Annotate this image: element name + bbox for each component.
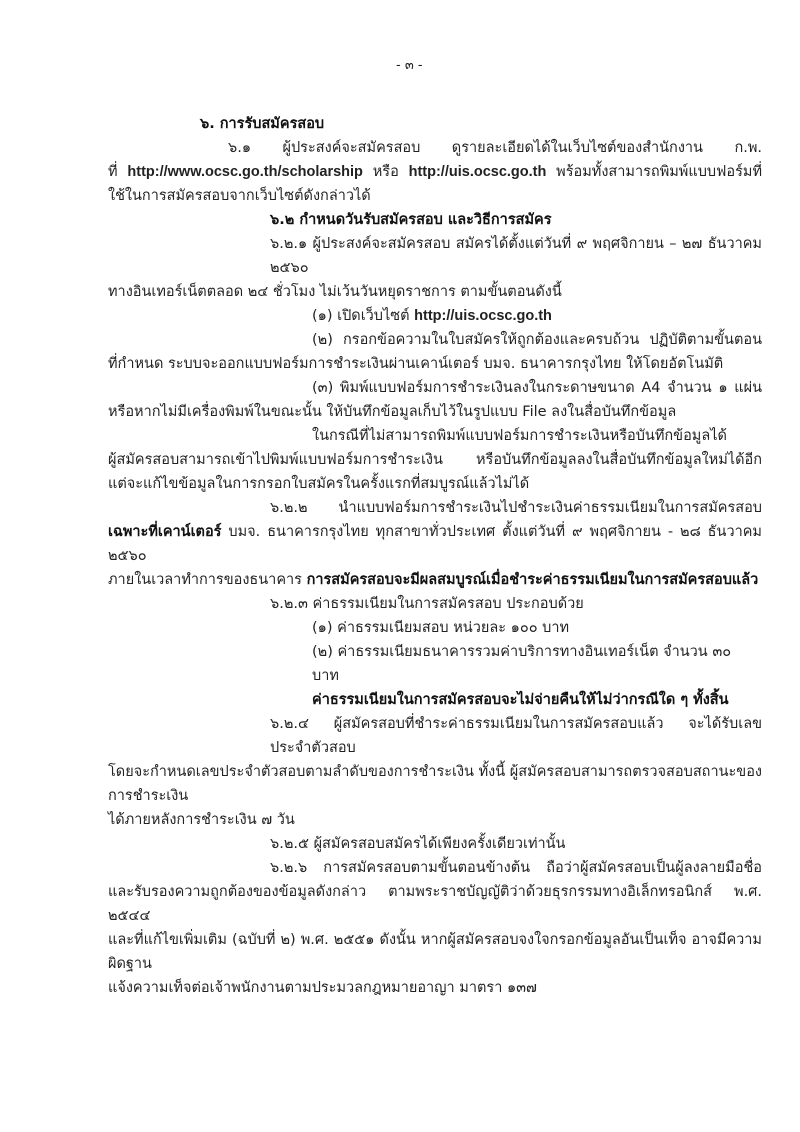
text-segment: (๒) กรอกข้อความในใบสมัครให้ถูกต้องและครบถ้วน ปฏิบัติตามขั้นตอน bbox=[312, 332, 762, 348]
text-segment: และที่แก้ไขเพิ่มเติม (ฉบับที่ ๒) พ.ศ. ๒๕๕๑ ดังนั้น หากผู้สมัครสอบจงใจกรอกข้อมูลอันเป็นเท็จ อาจมีความผิดฐาน bbox=[108, 932, 762, 972]
text-segment: ๖.๑ ผู้ประสงค์จะสมัครสอบ ดูรายละเอียดได้ในเว็บไซต์ของสำนักงาน ก.พ. bbox=[228, 140, 762, 156]
text-line bbox=[108, 472, 762, 496]
text-line bbox=[108, 568, 762, 592]
text-segment: ผู้สมัครสอบสามารถเข้าไปพิมพ์แบบฟอร์มการชำระเงิน หรือบันทึกข้อมูลลงในสื่อบันทึกข้อมูลใหม่ได้อีก bbox=[108, 452, 762, 468]
text-segment: (๑) ค่าธรรมเนียมสอบ หน่วยละ ๑๐๐ บาท bbox=[312, 620, 570, 636]
text-line bbox=[108, 640, 762, 688]
bold-text: การสมัครสอบจะมีผลสมบูรณ์เมื่อชำระค่าธรรมเนียมในการสมัครสอบแล้ว bbox=[306, 572, 759, 588]
text-segment: ใช้ในการสมัครสอบจากเว็บไซต์ดังกล่าวได้ bbox=[108, 188, 371, 204]
text-line bbox=[108, 808, 762, 832]
text-segment: ๖.๒.๔ ผู้สมัครสอบที่ชำระค่าธรรมเนียมในการสมัครสอบแล้ว จะได้รับเลขประจำตัวสอบ bbox=[270, 716, 762, 756]
text-line bbox=[108, 520, 762, 568]
text-segment: ภายในเวลาทำการของธนาคาร bbox=[108, 572, 307, 588]
url-link[interactable]: http://uis.ocsc.go.th bbox=[408, 164, 547, 180]
text-line bbox=[108, 496, 762, 520]
url-link[interactable]: http://uis.ocsc.go.th bbox=[414, 308, 552, 324]
text-line bbox=[108, 304, 762, 328]
text-segment: และรับรองความถูกต้องของข้อมูลดังกล่าว ตามพระราชบัญญัติว่าด้วยธุรกรรมทางอิเล็กทรอนิกส์ พ.ศ. ๒๕๔๔ bbox=[108, 884, 762, 924]
bold-text: ค่าธรรมเนียมในการสมัครสอบจะไม่จ่ายคืนให้ไม่ว่ากรณีใด ๆ ทั้งสิ้น bbox=[312, 692, 729, 708]
text-segment: ที่กำหนด ระบบจะออกแบบฟอร์มการชำระเงินผ่านเคาน์เตอร์ บมจ. ธนาคารกรุงไทย ให้โดยอัตโนมัติ bbox=[108, 356, 724, 372]
text-line bbox=[108, 424, 762, 448]
text-line bbox=[108, 400, 762, 424]
text-segment: ที่ bbox=[108, 164, 128, 180]
text-line bbox=[108, 712, 762, 760]
text-segment: (๓) พิมพ์แบบฟอร์มการชำระเงินลงในกระดาษขนาด A4 จำนวน ๑ แผ่น bbox=[312, 380, 762, 396]
text-line bbox=[108, 760, 762, 808]
text-segment: ๖.๒.๕ ผู้สมัครสอบสมัครได้เพียงครั้งเดียวเท่านั้น bbox=[270, 836, 566, 852]
text-line bbox=[108, 880, 762, 928]
text-segment: หรือหากไม่มีเครื่องพิมพ์ในขณะนั้น ให้บันทึกข้อมูลเก็บไว้ในรูปแบบ File ลงในสื่อบันทึกข้อมูล bbox=[108, 404, 677, 420]
text-line bbox=[108, 328, 762, 352]
url-link[interactable]: http://www.ocsc.go.th/scholarship bbox=[127, 164, 363, 180]
text-line bbox=[108, 352, 762, 376]
text-line bbox=[108, 592, 762, 616]
bold-text: ๖.๒ กำหนดวันรับสมัครสอบ และวิธีการสมัคร bbox=[270, 212, 552, 228]
text-line bbox=[108, 184, 762, 208]
text-segment: ๖.๒.๓ ค่าธรรมเนียมในการสมัครสอบ ประกอบด้วย bbox=[270, 596, 584, 612]
text-line bbox=[108, 688, 762, 712]
text-line bbox=[108, 448, 762, 472]
page-number: - ๓ - bbox=[396, 58, 423, 73]
text-line bbox=[108, 208, 762, 232]
text-segment: พร้อมทั้งสามารถพิมพ์แบบฟอร์มที่ bbox=[546, 164, 762, 180]
text-line bbox=[108, 232, 762, 280]
text-line bbox=[108, 160, 762, 184]
text-line bbox=[108, 832, 762, 856]
text-segment: ๖.๒.๖ การสมัครสอบตามขั้นตอนข้างต้น ถือว่าผู้สมัครสอบเป็นผู้ลงลายมือชื่อ bbox=[270, 860, 762, 876]
bold-text: เฉพาะที่เคาน์เตอร์ bbox=[108, 524, 222, 540]
text-segment: ทางอินเทอร์เน็ตตลอด ๒๔ ชั่วโมง ไม่เว้นวันหยุดราชการ ตามขั้นตอนดังนี้ bbox=[108, 284, 562, 300]
text-segment: แจ้งความเท็จต่อเจ้าพนักงานตามประมวลกฎหมายอาญา มาตรา ๑๓๗ bbox=[108, 980, 537, 996]
text-segment: บมจ. ธนาคารกรุงไทย ทุกสาขาทั่วประเทศ ตั้งแต่วันที่ ๙ พฤศจิกายน - ๒๘ ธันวาคม ๒๕๖๐ bbox=[108, 524, 762, 564]
text-line bbox=[108, 856, 762, 880]
text-segment: แต่จะแก้ไขข้อมูลในการกรอกใบสมัครในครั้งแรกที่สมบูรณ์แล้วไม่ได้ bbox=[108, 476, 530, 492]
text-line bbox=[108, 280, 762, 304]
text-segment: ได้ภายหลังการชำระเงิน ๗ วัน bbox=[108, 812, 295, 828]
text-line bbox=[108, 616, 762, 640]
text-segment: (๑) เปิดเว็บไซต์ bbox=[312, 308, 415, 324]
text-segment: ในกรณีที่ไม่สามารถพิมพ์แบบฟอร์มการชำระเงินหรือบันทึกข้อมูลได้ bbox=[312, 428, 727, 444]
text-segment: (๒) ค่าธรรมเนียมธนาคารรวมค่าบริการทางอินเทอร์เน็ต จำนวน ๓๐ บาท bbox=[312, 644, 732, 684]
text-line bbox=[108, 136, 762, 160]
text-line bbox=[108, 976, 762, 1000]
text-segment: ๖.๒.๑ ผู้ประสงค์จะสมัครสอบ สมัครได้ตั้งแต่วันที่ ๙ พฤศจิกายน – ๒๗ ธันวาคม ๒๕๖๐ bbox=[270, 236, 762, 276]
text-segment: โดยจะกำหนดเลขประจำตัวสอบตามลำดับของการชำระเงิน ทั้งนี้ ผู้สมัครสอบสามารถตรวจสอบสถานะของการชำระเงิน bbox=[108, 764, 762, 804]
text-line bbox=[108, 928, 762, 976]
text-line bbox=[108, 376, 762, 400]
bold-text: ๖. การรับสมัครสอบ bbox=[200, 116, 325, 132]
text-segment: ๖.๒.๒ นำแบบฟอร์มการชำระเงินไปชำระเงินค่าธรรมเนียมในการสมัครสอบ bbox=[270, 500, 762, 516]
text-line bbox=[108, 112, 762, 136]
document-body bbox=[108, 112, 762, 1000]
text-segment: หรือ bbox=[362, 164, 409, 180]
